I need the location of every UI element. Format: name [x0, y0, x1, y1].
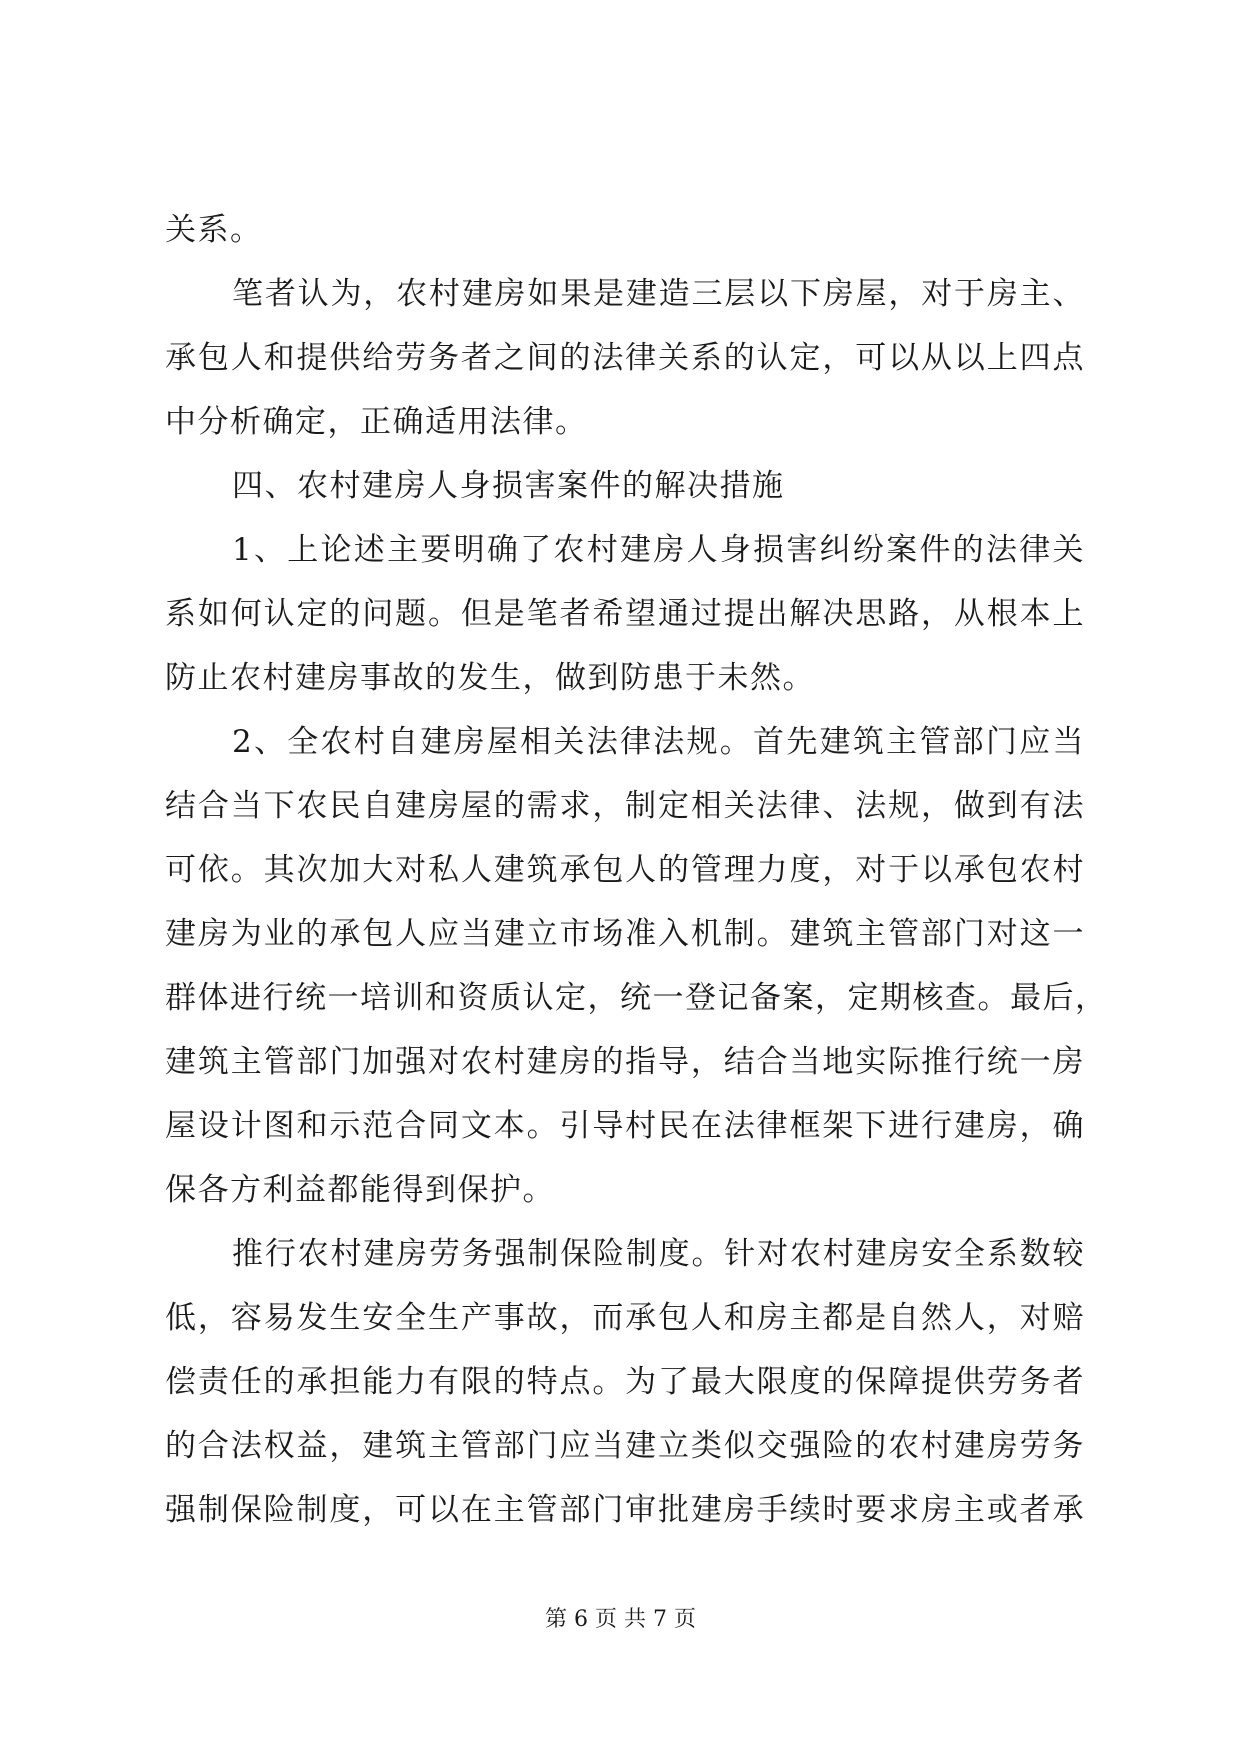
- text-line: 建筑主管部门加强对农村建房的指导，结合当地实际推行统一房: [165, 1044, 1085, 1080]
- text-line: 防止农村建房事故的发生，做到防患于未然。: [165, 660, 815, 696]
- text-line: 群体进行统一培训和资质认定，统一登记备案，定期核查。最后，: [165, 980, 1108, 1016]
- text-line: 屋设计图和示范合同文本。引导村民在法律框架下进行建房，确: [165, 1108, 1085, 1144]
- text-line: 建房为业的承包人应当建立市场准入机制。建筑主管部门对这一: [165, 916, 1085, 952]
- text-line: 可依。其次加大对私人建筑承包人的管理力度，对于以承包农村: [165, 852, 1085, 888]
- text-line: 偿责任的承担能力有限的特点。为了最大限度的保障提供劳务者: [165, 1364, 1085, 1400]
- text-line: 系如何认定的问题。但是笔者希望通过提出解决思路，从根本上: [165, 596, 1085, 632]
- section-heading: 四、农村建房人身损害案件的解决措施: [232, 468, 785, 504]
- page-footer: [0, 1602, 1241, 1638]
- text-line: 结合当下农民自建房屋的需求，制定相关法律、法规，做到有法: [165, 788, 1085, 824]
- page-number-indicator: 第 6 页 共 7 页: [545, 1607, 696, 1632]
- paragraph-first-line: 2、全农村自建房屋相关法律法规。首先建筑主管部门应当: [232, 724, 1085, 760]
- text-line: 关系。: [165, 212, 263, 248]
- text-line: 强制保险制度，可以在主管部门审批建房手续时要求房主或者承: [165, 1492, 1085, 1528]
- text-line: 承包人和提供给劳务者之间的法律关系的认定，可以从以上四点: [165, 340, 1085, 376]
- paragraph-first-line: 笔者认为，农村建房如果是建造三层以下房屋，对于房主、: [232, 276, 1085, 312]
- text-line: 中分析确定，正确适用法律。: [165, 404, 588, 440]
- paragraph-first-line: 1、上论述主要明确了农村建房人身损害纠纷案件的法律关: [232, 532, 1085, 568]
- text-line: 的合法权益，建筑主管部门应当建立类似交强险的农村建房劳务: [165, 1428, 1085, 1464]
- paragraph-first-line: 推行农村建房劳务强制保险制度。针对农村建房安全系数较: [232, 1236, 1085, 1272]
- text-line: 低，容易发生安全生产事故，而承包人和房主都是自然人，对赔: [165, 1300, 1085, 1336]
- text-line: 保各方利益都能得到保护。: [165, 1172, 555, 1208]
